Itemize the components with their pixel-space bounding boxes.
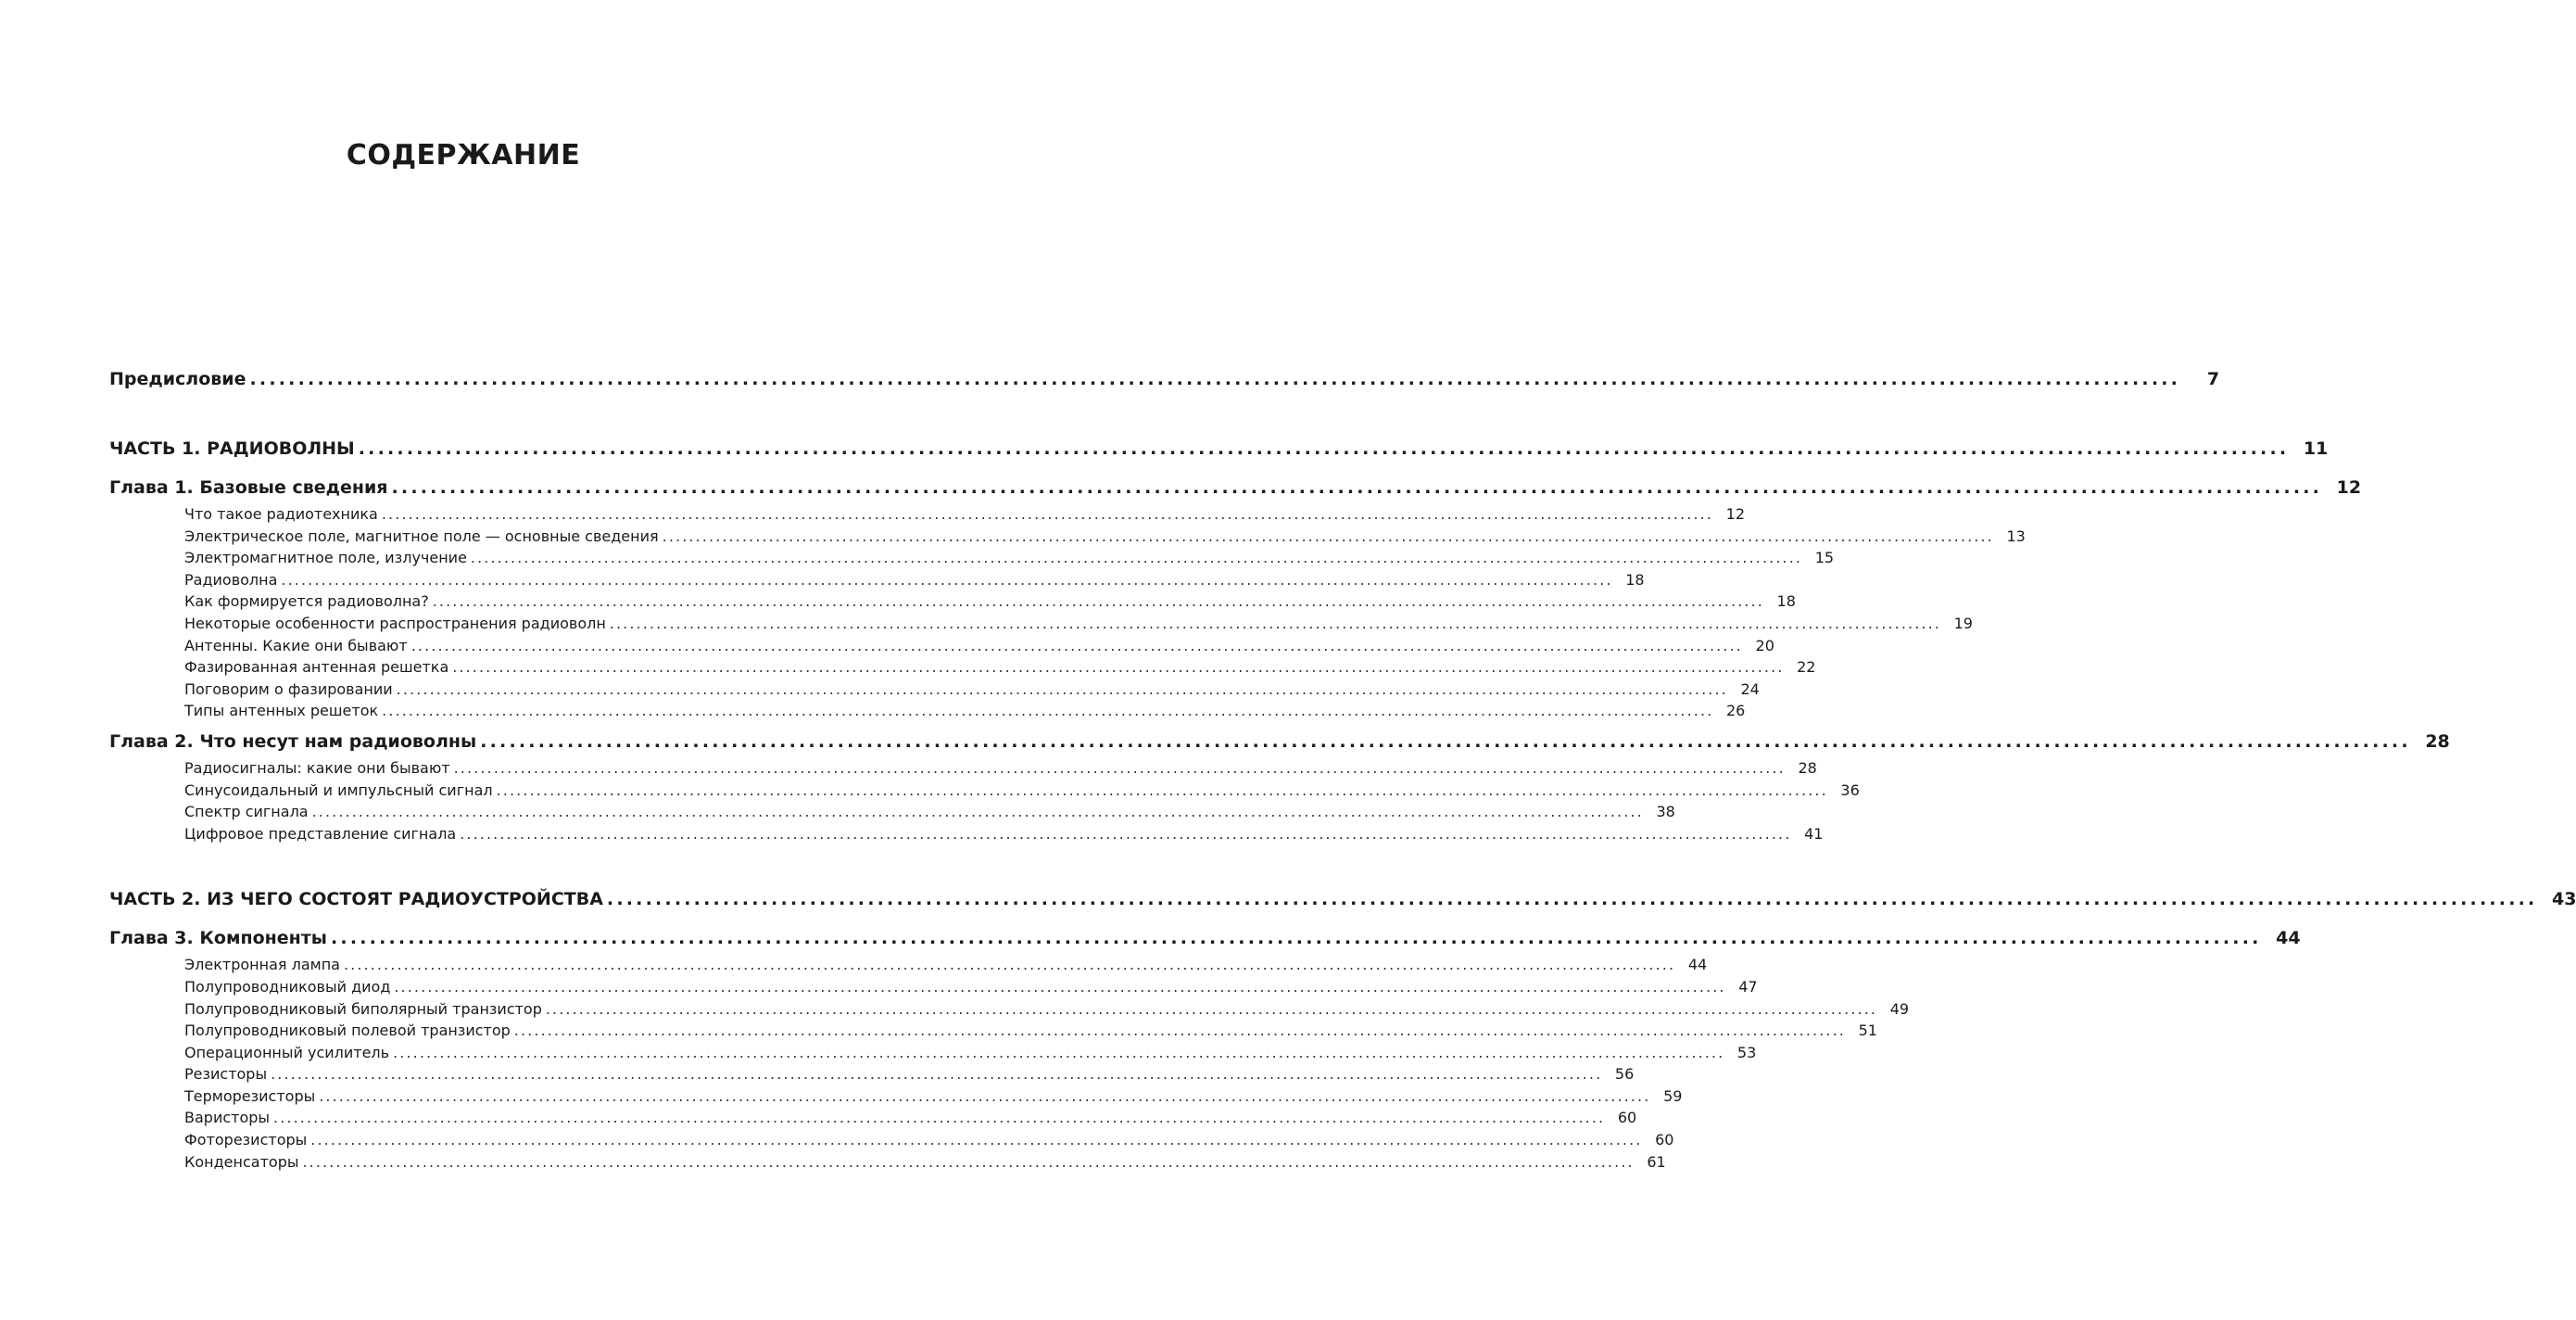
toc-section[interactable] [109,1020,1877,1042]
toc-entry-label: Глава 2. Что несут нам радиоволны [109,730,477,752]
toc-entry-preface[interactable] [109,369,2220,389]
toc-section[interactable] [109,757,1817,780]
table-of-contents [109,369,2576,1173]
toc-section-page: 47 [1738,977,1758,996]
toc-section-label: Конденсаторы [184,1152,299,1171]
toc-section-page: 38 [1656,803,1675,821]
toc-section-page: 12 [1725,505,1746,523]
dot-leader: ........................................................................................................................................................................................................ [382,702,1714,720]
toc-section[interactable] [109,1042,1757,1064]
toc-section-label: Фазированная антенная решетка [184,658,449,677]
toc-section[interactable] [109,656,1816,679]
dot-leader: ........................................................................................................................................................................................................ [271,1065,1603,1084]
toc-section-page: 15 [1814,549,1835,567]
toc-section[interactable] [109,1063,1635,1085]
toc-entry-label: Глава 1. Базовые сведения [109,477,388,498]
toc-entry-part-2[interactable] [109,889,2576,910]
dot-leader: ........................................................................................................................................................................................................ [358,438,2290,459]
toc-entry-part-1[interactable] [109,438,2329,459]
toc-section[interactable] [109,998,1910,1021]
toc-section-label: Как формируется радиоволна? [184,592,429,611]
page-title: СОДЕРЖАНИЕ [346,139,581,171]
toc-section[interactable] [109,801,1675,823]
toc-section[interactable] [109,547,1835,569]
dot-leader: ........................................................................................................................................................................................................ [609,614,1941,632]
toc-section-label: Полупроводниковый диод [184,977,391,996]
toc-entry-page: 43 [2552,889,2576,910]
dot-leader: ........................................................................................................................................................................................................ [311,803,1644,821]
dot-leader: ........................................................................................................................................................................................................ [281,570,1613,589]
toc-entry-label: Предисловие [109,369,246,389]
toc-section-label: Электронная лампа [184,956,340,974]
dot-leader: ........................................................................................................................................................................................................ [394,977,1726,996]
toc-section-page: 59 [1663,1086,1683,1105]
toc-entry-page: 7 [2206,369,2220,389]
dot-leader: ........................................................................................................................................................................................................ [302,1152,1635,1171]
chapter-2-sections [109,757,1860,844]
toc-section[interactable] [109,1129,1674,1151]
toc-section-page: 49 [1889,999,1910,1018]
toc-section[interactable] [109,1151,1666,1174]
dot-leader: ........................................................................................................................................................................................................ [249,369,2181,389]
toc-section-label: Варисторы [184,1109,271,1127]
toc-section-page: 18 [1625,570,1645,589]
toc-section-page: 41 [1804,824,1824,843]
toc-section-label: Некоторые особенности распространения радиоволн [184,614,606,632]
dot-leader: ........................................................................................................................................................................................................ [460,824,1792,843]
toc-section-label: Цифровое представление сигнала [184,824,457,843]
dot-leader: ........................................................................................................................................................................................................ [391,477,2323,498]
dot-leader: ........................................................................................................................................................................................................ [393,1043,1725,1061]
dot-leader: ........................................................................................................................................................................................................ [513,1022,1846,1040]
toc-section[interactable] [109,569,1645,591]
chapter-1-sections [109,503,2026,722]
chapter-3-sections [109,954,1910,1173]
toc-section[interactable] [109,976,1758,998]
toc-section[interactable] [109,590,1796,613]
toc-section-page: 56 [1614,1065,1635,1084]
dot-leader: ........................................................................................................................................................................................................ [452,658,1785,677]
toc-section[interactable] [109,823,1824,845]
toc-section[interactable] [109,635,1774,657]
toc-entry-label: ЧАСТЬ 1. РАДИОВОЛНЫ [109,438,355,459]
toc-entry-page: 12 [2336,477,2362,498]
toc-entry-label: ЧАСТЬ 2. ИЗ ЧЕГО СОСТОЯТ РАДИОУСТРОЙСТВА [109,889,603,910]
toc-section-page: 20 [1755,636,1774,654]
dot-leader: ........................................................................................................................................................................................................ [410,636,1743,654]
toc-section[interactable] [109,954,1708,976]
toc-section-label: Поговорим о фазировании [184,679,393,698]
toc-section-page: 18 [1776,592,1796,611]
toc-section-page: 44 [1687,956,1708,974]
toc-entry-chapter-2[interactable] [109,730,2450,752]
toc-section-page: 24 [1740,679,1760,698]
dot-leader: ........................................................................................................................................................................................................ [273,1109,1606,1127]
dot-leader: ........................................................................................................................................................................................................ [470,549,1803,567]
dot-leader: ........................................................................................................................................................................................................ [545,999,1878,1018]
dot-leader: ........................................................................................................................................................................................................ [432,592,1764,611]
dot-leader: ........................................................................................................................................................................................................ [331,928,2262,949]
toc-section-label: Что такое радиотехника [184,505,378,523]
dot-leader: ........................................................................................................................................................................................................ [310,1131,1643,1149]
toc-section-page: 22 [1797,658,1816,677]
toc-section-page: 28 [1798,758,1817,777]
toc-section[interactable] [109,503,1746,526]
toc-section-page: 53 [1736,1043,1757,1061]
toc-section-label: Фоторезисторы [184,1131,308,1149]
toc-section[interactable] [109,526,2026,548]
toc-section-page: 60 [1617,1109,1637,1127]
toc-entry-chapter-3[interactable] [109,928,2301,949]
toc-section[interactable] [109,679,1760,701]
toc-section-page: 13 [2006,527,2026,545]
toc-section[interactable] [109,780,1860,802]
dot-leader: ........................................................................................................................................................................................................ [381,505,1714,523]
toc-section-label: Электромагнитное поле, излучение [184,549,467,567]
toc-section[interactable] [109,1085,1683,1108]
dot-leader: ........................................................................................................................................................................................................ [496,781,1828,799]
toc-section-label: Антенны. Какие они бывают [184,636,408,654]
toc-section-page: 26 [1725,702,1746,720]
toc-entry-page: 44 [2276,928,2301,949]
toc-section-page: 60 [1655,1131,1674,1149]
toc-section-label: Синусоидальный и импульсный сигнал [184,781,493,799]
toc-section-label: Операционный усилитель [184,1043,390,1061]
toc-section-page: 61 [1647,1152,1666,1171]
toc-section[interactable] [109,1107,1637,1129]
dot-leader: ........................................................................................................................................................................................................ [606,889,2538,910]
toc-section-label: Типы антенных решеток [184,702,379,720]
toc-entry-chapter-1[interactable] [109,477,2362,498]
toc-section-page: 51 [1858,1022,1877,1040]
toc-section-label: Радиосигналы: какие они бывают [184,758,450,777]
toc-section-label: Терморезисторы [184,1086,316,1105]
toc-section[interactable] [109,700,1746,722]
toc-entry-page: 28 [2425,730,2450,752]
toc-section[interactable] [109,613,1973,635]
dot-leader: ........................................................................................................................................................................................................ [662,527,1994,545]
toc-section-label: Полупроводниковый биполярный транзистор [184,999,542,1018]
dot-leader: ........................................................................................................................................................................................................ [480,730,2411,752]
toc-section-label: Радиоволна [184,570,278,589]
toc-entry-label: Глава 3. Компоненты [109,928,327,949]
dot-leader: ........................................................................................................................................................................................................ [453,758,1786,777]
toc-entry-page: 11 [2303,438,2329,459]
dot-leader: ........................................................................................................................................................................................................ [396,679,1728,698]
dot-leader: ........................................................................................................................................................................................................ [319,1086,1651,1105]
toc-section-page: 36 [1840,781,1860,799]
toc-section-label: Полупроводниковый полевой транзистор [184,1022,511,1040]
toc-section-page: 19 [1953,614,1973,632]
toc-section-label: Резисторы [184,1065,268,1084]
toc-section-label: Электрическое поле, магнитное поле — основные сведения [184,527,659,545]
dot-leader: ........................................................................................................................................................................................................ [343,956,1676,974]
toc-section-label: Спектр сигнала [184,803,309,821]
